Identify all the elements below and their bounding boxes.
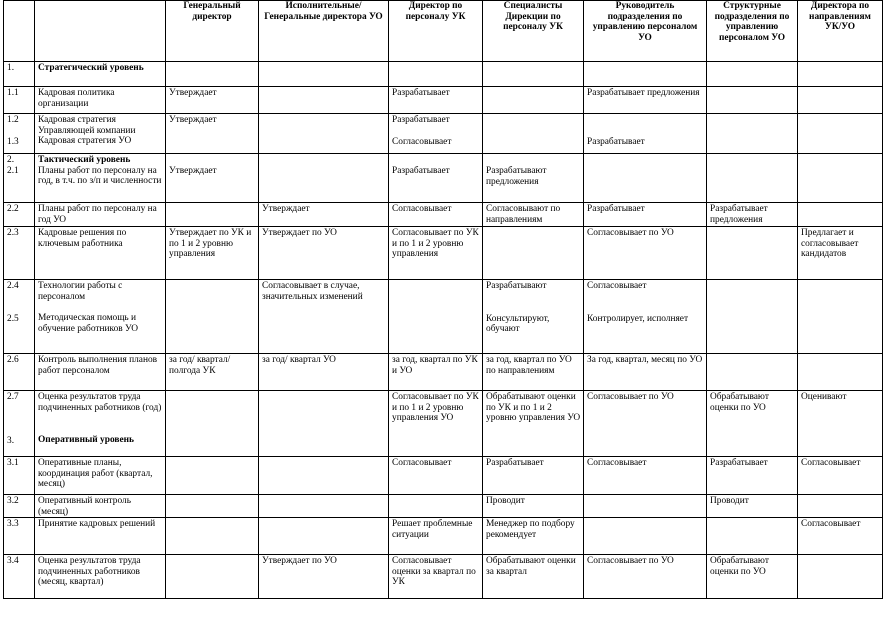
cell-text: Технологии работы с персоналом [38, 281, 123, 302]
cell-text: Проводит [710, 496, 749, 506]
header-cell-general-director: Генеральный директор [166, 1, 259, 62]
role-cell [259, 227, 389, 280]
role-cell [483, 391, 584, 457]
cell-text: Кадровая политика организации [38, 88, 115, 109]
role-cell [483, 154, 584, 203]
role-cell [259, 555, 389, 599]
cell-text: Разрабатывает [710, 458, 768, 468]
cell-text: Согласовывает [801, 458, 861, 468]
cell-text: За год, квартал, месяц по УО [587, 355, 703, 365]
role-cell [707, 62, 798, 87]
cell-text: 2.4 [7, 281, 19, 291]
cell-text: Утверждает [169, 166, 217, 176]
role-cell [798, 495, 883, 518]
table-row [4, 87, 883, 114]
cell-text: Согласовывает по УК и по 1 и 2 уровню управления УО [392, 392, 479, 424]
cell-text: Оперативные планы, координация работ (квартал, месяц) [38, 458, 153, 490]
role-cell [798, 280, 883, 354]
table-row [4, 114, 883, 154]
cell-text: Утверждает по УК и по 1 и 2 уровню управления [169, 228, 252, 260]
role-cell [389, 62, 483, 87]
role-cell [166, 555, 259, 599]
table-row [4, 495, 883, 518]
role-cell [707, 495, 798, 518]
role-cell [389, 391, 483, 457]
role-cell [707, 154, 798, 203]
header-cell-hr-head-uo: Руководитель подразделения по управлению персоналом УО [584, 1, 707, 62]
cell-text: Предлагает и согласовывает кандидатов [801, 228, 859, 260]
cell-text: Разрабатывает предложения [710, 204, 768, 225]
table-row [4, 280, 883, 354]
cell-text: Обрабатывают оценки по УО [710, 392, 769, 413]
role-cell [584, 114, 707, 154]
cell-text: 1.1 [7, 88, 19, 98]
cell-text: Утверждает [262, 204, 310, 214]
header-cell-hr-specialists: Специалисты Дирекции по персоналу УК [483, 1, 584, 62]
role-cell [798, 154, 883, 203]
cell-text: Планы работ по персоналу на год, в т.ч. по з/п и численности [38, 165, 162, 187]
cell-text: 2.3 [7, 228, 19, 238]
header-cell-hr-units-uo: Структурные подразделения по управлению персоналом УО [707, 1, 798, 62]
row-number-cell [4, 518, 35, 555]
cell-text: Методическая помощь и обучение работников УО [38, 313, 138, 334]
cell-text: Согласовывает по УО [587, 228, 674, 238]
cell-text: Согласовывает по УО [587, 556, 674, 567]
table-row [4, 62, 883, 87]
row-number-cell [4, 555, 35, 599]
cell-text: Разрабатывает [587, 204, 645, 214]
role-cell [166, 495, 259, 518]
cell-text: Обрабатывают оценки по УК и по 1 и 2 уровню управления УО [486, 392, 581, 424]
role-cell [584, 227, 707, 280]
role-cell [707, 87, 798, 114]
role-cell [584, 280, 707, 354]
cell-text: за год, квартал по УК и УО [392, 355, 478, 376]
cell-text: Утверждает [169, 88, 217, 98]
row-item-cell [35, 354, 166, 391]
cell-text: Оперативный уровень [38, 435, 134, 446]
row-number-cell [4, 354, 35, 391]
role-cell [798, 354, 883, 391]
role-cell [707, 114, 798, 154]
role-cell [259, 154, 389, 203]
row-item-cell [35, 154, 166, 203]
table-row [4, 391, 883, 457]
role-cell [389, 114, 483, 154]
role-cell [389, 495, 483, 518]
row-number-cell [4, 495, 35, 518]
role-cell [389, 555, 483, 599]
role-cell [707, 555, 798, 599]
role-cell [707, 203, 798, 227]
role-cell [259, 114, 389, 154]
table-body [4, 62, 883, 599]
role-cell [166, 62, 259, 87]
role-cell [259, 495, 389, 518]
cell-text: Консультируют, обучают [486, 313, 550, 335]
cell-text: Контроль выполнения планов работ персоналом [38, 355, 158, 376]
role-cell [389, 227, 483, 280]
cell-text: 3.4 [7, 556, 19, 567]
role-cell [798, 227, 883, 280]
table-row [4, 457, 883, 495]
role-cell [166, 518, 259, 555]
cell-text: 1.3 [7, 136, 19, 147]
cell-text: Кадровая стратегия УО [38, 136, 132, 147]
role-cell [798, 114, 883, 154]
header-cell-line-directors: Директора по направлениям УК/УО [798, 1, 883, 62]
row-item-cell [35, 518, 166, 555]
role-cell [798, 457, 883, 495]
role-cell [166, 391, 259, 457]
role-cell [483, 62, 584, 87]
cell-text: Разрабатывает [587, 137, 645, 147]
cell-text: 3.2 [7, 496, 19, 506]
cell-text: 3.3 [7, 519, 19, 530]
cell-text: Согласовывает [392, 458, 452, 468]
role-cell [707, 518, 798, 555]
cell-text: Разрабатывает [392, 88, 450, 98]
cell-text: Согласовывает [587, 281, 647, 291]
role-cell [259, 280, 389, 354]
cell-text: за год/ квартал/ полгода УК [169, 355, 231, 376]
document-page [3, 0, 883, 634]
role-cell [389, 354, 483, 391]
role-cell [584, 62, 707, 87]
role-cell [584, 154, 707, 203]
row-item-cell [35, 227, 166, 280]
header-cell-executive-directors: Исполнительные/ Генеральные директора УО [259, 1, 389, 62]
role-cell [483, 555, 584, 599]
cell-text: Согласовывает в случае, значительных изменений [262, 281, 363, 302]
role-cell [798, 62, 883, 87]
cell-text: Решает проблемные ситуации [392, 519, 473, 540]
role-cell [584, 391, 707, 457]
row-item-cell [35, 87, 166, 114]
row-number-cell [4, 280, 35, 354]
cell-text: Согласовывает [392, 204, 452, 214]
row-number-cell [4, 114, 35, 154]
table-row [4, 555, 883, 599]
cell-text: Оперативный контроль (месяц) [38, 496, 131, 517]
role-cell [707, 280, 798, 354]
role-cell [166, 354, 259, 391]
row-item-cell [35, 114, 166, 154]
role-cell [483, 114, 584, 154]
role-cell [259, 391, 389, 457]
role-cell [798, 555, 883, 599]
role-cell [389, 154, 483, 203]
cell-text: Обрабатывают оценки по УО [710, 556, 769, 577]
header-cell-item [35, 1, 166, 62]
cell-text: Согласовывает по УО [587, 392, 674, 402]
role-cell [259, 87, 389, 114]
row-item-cell [35, 203, 166, 227]
row-number-cell [4, 203, 35, 227]
table-row [4, 518, 883, 555]
cell-text: Разрабатывает [392, 115, 450, 125]
table-row [4, 354, 883, 391]
role-cell [584, 87, 707, 114]
row-number-cell [4, 87, 35, 114]
cell-text: Кадровые решения по ключевым работника [38, 228, 127, 249]
cell-text: Кадровая стратегия Управляющей компании [38, 115, 136, 136]
role-cell [259, 203, 389, 227]
row-number-cell [4, 227, 35, 280]
cell-text: Разрабатывает [392, 166, 450, 176]
role-cell [584, 354, 707, 391]
row-item-cell [35, 280, 166, 354]
row-item-cell [35, 62, 166, 87]
cell-text: 2. [7, 155, 15, 165]
role-cell [389, 457, 483, 495]
cell-text: Принятие кадровых решений [38, 519, 156, 530]
header-cell-hr-director: Директор по персоналу УК [389, 1, 483, 62]
role-cell [259, 62, 389, 87]
cell-text: Контролирует, исполняет [587, 313, 689, 324]
row-item-cell [35, 391, 166, 457]
role-cell [389, 87, 483, 114]
cell-text: за год, квартал по УО по направлениям [486, 355, 572, 376]
cell-text: 2.7 [7, 392, 19, 402]
role-cell [259, 518, 389, 555]
role-cell [483, 203, 584, 227]
role-cell [259, 457, 389, 495]
role-cell [707, 391, 798, 457]
role-cell [584, 555, 707, 599]
cell-text: Утверждает по УО [262, 228, 337, 238]
cell-text: Разрабатывает [486, 458, 544, 468]
role-cell [166, 114, 259, 154]
role-cell [584, 518, 707, 555]
role-cell [483, 87, 584, 114]
cell-text: Оценка результатов труда подчиненных работников (месяц, квартал) [38, 556, 141, 588]
cell-text: Разрабатывают предложения [486, 166, 547, 187]
role-cell [389, 518, 483, 555]
role-cell [483, 280, 584, 354]
role-cell [707, 354, 798, 391]
cell-text: Разрабатывает предложения [587, 88, 700, 98]
table-row [4, 203, 883, 227]
cell-text: за год/ квартал УО [262, 355, 336, 365]
role-cell [798, 87, 883, 114]
role-cell [483, 457, 584, 495]
cell-text: 2.2 [7, 204, 19, 214]
cell-text: Стратегический уровень [38, 63, 144, 73]
cell-text: Согласовывает оценки за квартал по УК [392, 556, 476, 588]
role-cell [584, 203, 707, 227]
row-number-cell [4, 62, 35, 87]
role-cell [166, 280, 259, 354]
cell-text: Согласовывает [801, 519, 861, 530]
cell-text: Утверждает [169, 115, 217, 125]
cell-text: 2.6 [7, 355, 19, 365]
role-cell [483, 227, 584, 280]
cell-text: Оценивают [801, 392, 847, 402]
cell-text: Планы работ по персоналу на год УО [38, 204, 157, 225]
row-item-cell [35, 457, 166, 495]
cell-text: Согласовывает по УК и по 1 и 2 уровню управления [392, 228, 479, 260]
cell-text: 3.1 [7, 458, 19, 468]
responsibility-matrix-table [3, 0, 883, 599]
cell-text: Проводит [486, 496, 525, 506]
role-cell [166, 154, 259, 203]
header-cell-num [4, 1, 35, 62]
cell-text: Разрабатывают [486, 281, 547, 291]
row-number-cell [4, 457, 35, 495]
table-row [4, 154, 883, 203]
role-cell [584, 457, 707, 495]
cell-text: 3. [7, 435, 15, 446]
cell-text: Согласовывают по направлениям [486, 204, 561, 225]
row-item-cell [35, 555, 166, 599]
role-cell [166, 203, 259, 227]
cell-text: 1. [7, 63, 15, 73]
row-number-cell [4, 154, 35, 203]
cell-text: 2.1 [7, 165, 19, 176]
role-cell [389, 203, 483, 227]
role-cell [483, 354, 584, 391]
role-cell [166, 227, 259, 280]
role-cell [707, 227, 798, 280]
role-cell [798, 391, 883, 457]
cell-text: Согласовывает [587, 458, 647, 468]
role-cell [389, 280, 483, 354]
row-number-cell [4, 391, 35, 457]
cell-text: Обрабатывают оценки за квартал [486, 556, 576, 577]
role-cell [584, 495, 707, 518]
role-cell [707, 457, 798, 495]
role-cell [166, 457, 259, 495]
role-cell [483, 518, 584, 555]
cell-text: 2.5 [7, 313, 19, 324]
cell-text: Согласовывает [392, 136, 452, 147]
row-item-cell [35, 495, 166, 518]
role-cell [166, 87, 259, 114]
cell-text: Менеджер по подбору рекомендует [486, 519, 575, 540]
role-cell [483, 495, 584, 518]
role-cell [259, 354, 389, 391]
cell-text: Утверждает по УО [262, 556, 337, 567]
cell-text: 1.2 [7, 115, 19, 125]
role-cell [798, 203, 883, 227]
table-row [4, 227, 883, 280]
cell-text: Оценка результатов труда подчиненных работников (год) [38, 392, 162, 413]
cell-text: Тактический уровень [38, 155, 131, 165]
header-row [4, 1, 883, 62]
role-cell [798, 518, 883, 555]
